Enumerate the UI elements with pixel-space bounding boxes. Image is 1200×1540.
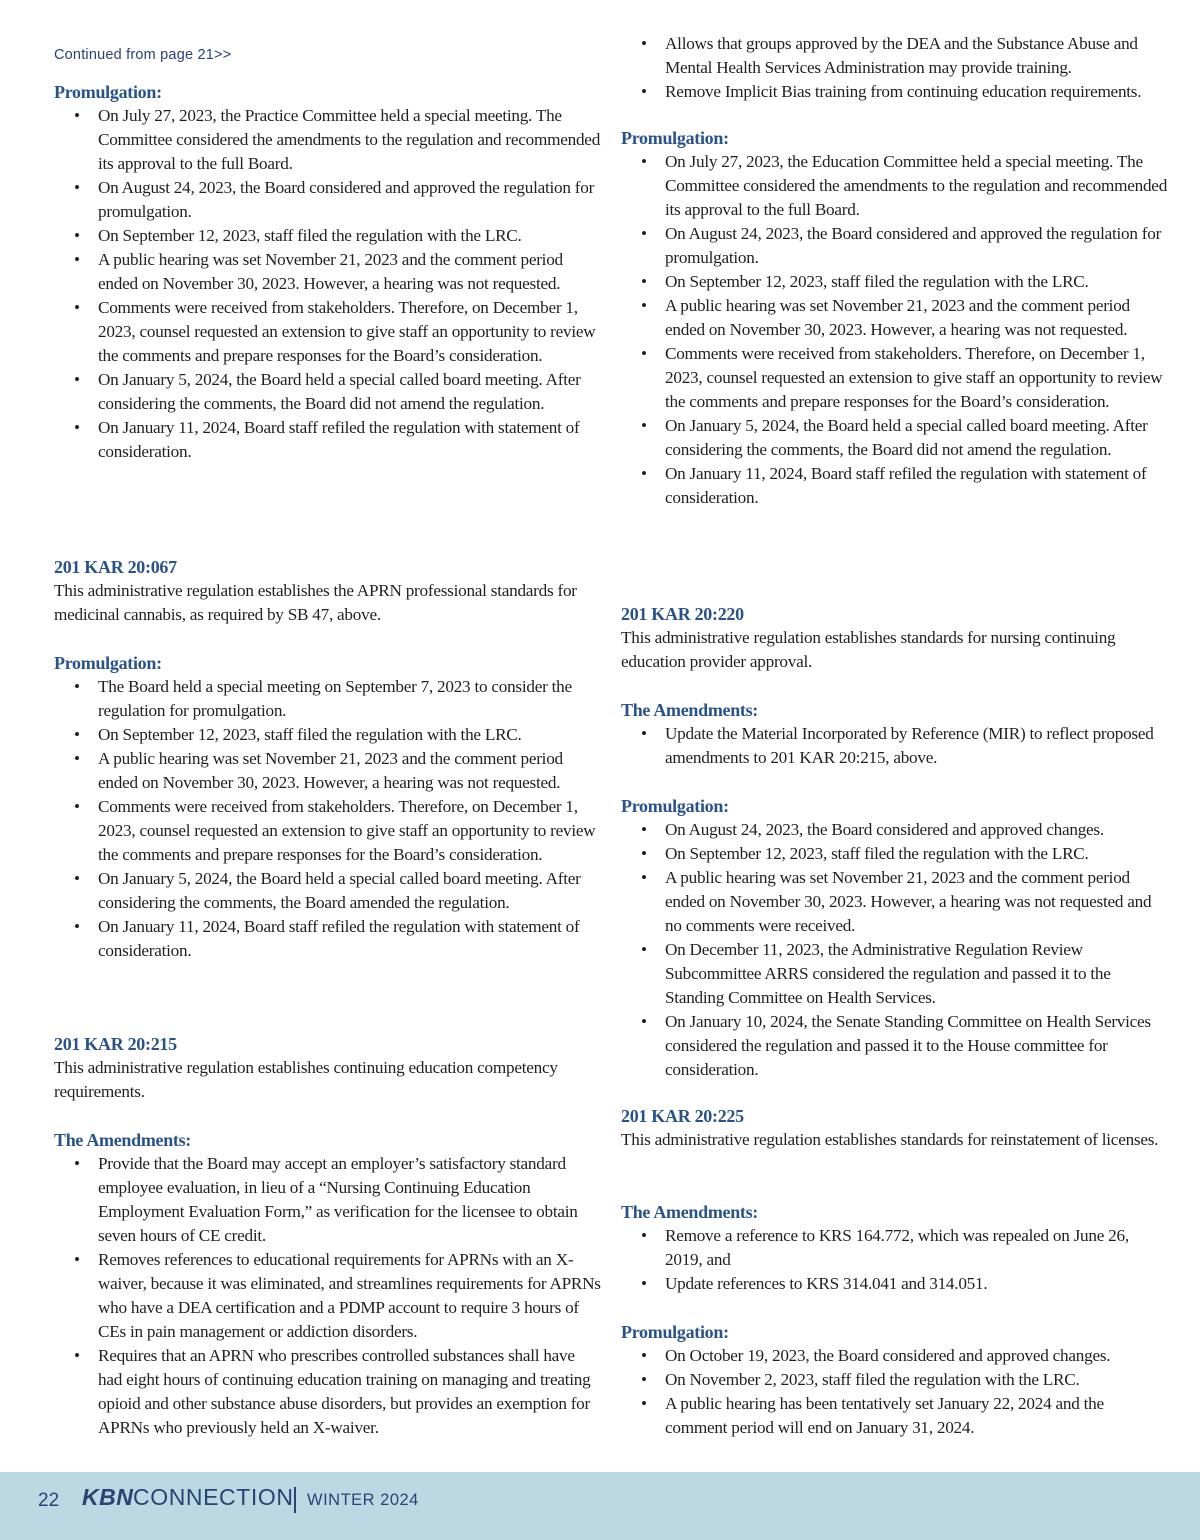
section-promulgation-3 — [621, 126, 1169, 510]
section-promulgation-5 — [621, 1320, 1169, 1440]
continued-note: Continued from page 21>> — [54, 47, 232, 63]
section-promulgation-2 — [54, 651, 602, 963]
list-item: • On October 19, 2023, the Board considered and approved changes. — [621, 1344, 1169, 1368]
list-item: • Update references to KRS 314.041 and 314.051. — [621, 1272, 1169, 1296]
section-heading: The Amendments: — [621, 700, 759, 720]
section-heading: Promulgation: — [54, 82, 162, 102]
section-heading: The Amendments: — [54, 1130, 192, 1150]
list-item: • On August 24, 2023, the Board considered and approved the regulation for promulgation. — [621, 222, 1169, 270]
list-item: • Remove Implicit Bias training from continuing education requirements. — [621, 80, 1169, 104]
brand-name-bold: KBN — [82, 1484, 134, 1510]
bullet-list — [621, 150, 1169, 510]
regulation-description: This administrative regulation establishes the APRN professional standards for medicinal cannabis, as required by SB 47, above. — [54, 581, 577, 624]
bullet-list — [621, 1344, 1169, 1440]
section-promulgation-4 — [621, 794, 1169, 1082]
list-item: • The Board held a special meeting on September 7, 2023 to consider the regulation for promulgation. — [54, 675, 602, 723]
list-item: • On January 10, 2024, the Senate Standing Committee on Health Services considered the regulation and passed it to the House committee for consideration. — [621, 1010, 1169, 1082]
list-item: • On December 11, 2023, the Administrative Regulation Review Subcommittee ARRS considered the regulation and passed it to the Standing Committee on Health Services. — [621, 938, 1169, 1010]
section-heading: Promulgation: — [621, 1322, 729, 1342]
list-item: • On September 12, 2023, staff filed the regulation with the LRC. — [54, 723, 602, 747]
bullet-list — [54, 104, 602, 464]
list-item: • On July 27, 2023, the Practice Committee held a special meeting. The Committee considered the amendments to the regulation and recommended its approval to the full Board. — [54, 104, 602, 176]
section-amendments-2 — [621, 698, 1169, 770]
list-item: • A public hearing was set November 21, 2023 and the comment period ended on November 30, 2023. However, a hearing was not requested. — [621, 294, 1169, 342]
section-201-kar-20-225 — [621, 1104, 1169, 1152]
bullet-list — [621, 818, 1169, 1082]
page-number: 22 — [38, 1490, 60, 1511]
list-item: • A public hearing was set November 21, 2023 and the comment period ended on November 30, 2023. However, a hearing was not requested. — [54, 248, 602, 296]
list-item: • On January 5, 2024, the Board held a special called board meeting. After considering the comments, the Board did not amend the regulation. — [54, 368, 602, 416]
list-item: • On August 24, 2023, the Board considered and approved the regulation for promulgation. — [54, 176, 602, 224]
regulation-description: This administrative regulation establishes continuing education competency requirements. — [54, 1058, 558, 1101]
list-item: • On January 5, 2024, the Board held a special called board meeting. After considering the comments, the Board did not amend the regulation. — [621, 414, 1169, 462]
list-item: • On January 11, 2024, Board staff refiled the regulation with statement of consideration. — [621, 462, 1169, 510]
list-item: • Removes references to educational requirements for APRNs with an X-waiver, because it was eliminated, and streamlines requirements for APRNs who have a DEA certification and a PDMP account to require 3 hours of CEs in pain management or addiction disorders. — [54, 1248, 602, 1344]
page-footer — [0, 1472, 1200, 1540]
section-amendments-3 — [621, 1200, 1169, 1296]
list-item: • On January 11, 2024, Board staff refiled the regulation with statement of consideration. — [54, 416, 602, 464]
bullet-list — [621, 1224, 1169, 1296]
section-promulgation-1 — [54, 80, 602, 464]
section-amendments-1 — [54, 1128, 602, 1440]
section-heading: Promulgation: — [54, 653, 162, 673]
section-heading: Promulgation: — [621, 128, 729, 148]
bullet-list — [54, 1152, 602, 1440]
list-item: • On September 12, 2023, staff filed the regulation with the LRC. — [54, 224, 602, 248]
section-amendments-continued — [621, 32, 1169, 104]
list-item: • Update the Material Incorporated by Reference (MIR) to reflect proposed amendments to 201 KAR 20:215, above. — [621, 722, 1169, 770]
list-item: • Comments were received from stakeholders. Therefore, on December 1, 2023, counsel requested an extension to give staff an opportunity to review the comments and prepare responses for the Board’s consideration. — [54, 296, 602, 368]
regulation-heading: 201 KAR 20:220 — [621, 604, 744, 624]
list-item: • Remove a reference to KRS 164.772, which was repealed on June 26, 2019, and — [621, 1224, 1169, 1272]
regulation-description: This administrative regulation establishes standards for reinstatement of licenses. — [621, 1130, 1159, 1149]
list-item: • On August 24, 2023, the Board considered and approved changes. — [621, 818, 1169, 842]
regulation-heading: 201 KAR 20:225 — [621, 1106, 744, 1126]
list-item: • A public hearing was set November 21, 2023 and the comment period ended on November 30, 2023. However, a hearing was not requested. — [54, 747, 602, 795]
section-heading: Promulgation: — [621, 796, 729, 816]
list-item: • Requires that an APRN who prescribes controlled substances shall have had eight hours of continuing education training on managing and treating opioid and other substance abuse disorders, but provides an exemption for APRNs who previously held an X-waiver. — [54, 1344, 602, 1440]
section-201-kar-20-067 — [54, 555, 602, 627]
list-item: • On July 27, 2023, the Education Committee held a special meeting. The Committee considered the amendments to the regulation and recommended its approval to the full Board. — [621, 150, 1169, 222]
list-item: • On November 2, 2023, staff filed the regulation with the LRC. — [621, 1368, 1169, 1392]
issue-label: WINTER 2024 — [307, 1491, 419, 1509]
list-item: • A public hearing has been tentatively set January 22, 2024 and the comment period will end on January 31, 2024. — [621, 1392, 1169, 1440]
list-item: • On September 12, 2023, staff filed the regulation with the LRC. — [621, 270, 1169, 294]
list-item: • On January 11, 2024, Board staff refiled the regulation with statement of consideration. — [54, 915, 602, 963]
list-item: • On September 12, 2023, staff filed the regulation with the LRC. — [621, 842, 1169, 866]
bullet-list — [621, 32, 1169, 104]
bullet-list — [621, 722, 1169, 770]
list-item: • Allows that groups approved by the DEA and the Substance Abuse and Mental Health Services Administration may provide training. — [621, 32, 1169, 80]
regulation-description: This administrative regulation establishes standards for nursing continuing education provider approval. — [621, 628, 1116, 671]
regulation-heading: 201 KAR 20:067 — [54, 557, 177, 577]
regulation-heading: 201 KAR 20:215 — [54, 1034, 177, 1054]
brand-name-light: CONNECTION — [133, 1484, 294, 1510]
footer-divider — [294, 1487, 296, 1513]
section-201-kar-20-215 — [54, 1032, 602, 1104]
list-item: • Comments were received from stakeholders. Therefore, on December 1, 2023, counsel requested an extension to give staff an opportunity to review the comments and prepare responses for the Board’s consideration. — [621, 342, 1169, 414]
section-heading: The Amendments: — [621, 1202, 759, 1222]
list-item: • Provide that the Board may accept an employer’s satisfactory standard employee evaluation, in lieu of a “Nursing Continuing Education Employment Evaluation Form,” as verification for the licensee to obtain seven hours of CE credit. — [54, 1152, 602, 1248]
list-item: • Comments were received from stakeholders. Therefore, on December 1, 2023, counsel requested an extension to give staff an opportunity to review the comments and prepare responses for the Board’s consideration. — [54, 795, 602, 867]
bullet-list — [54, 675, 602, 963]
section-201-kar-20-220 — [621, 602, 1169, 674]
list-item: • On January 5, 2024, the Board held a special called board meeting. After considering the comments, the Board amended the regulation. — [54, 867, 602, 915]
list-item: • A public hearing was set November 21, 2023 and the comment period ended on November 30, 2023. However, a hearing was not requested and no comments were received. — [621, 866, 1169, 938]
